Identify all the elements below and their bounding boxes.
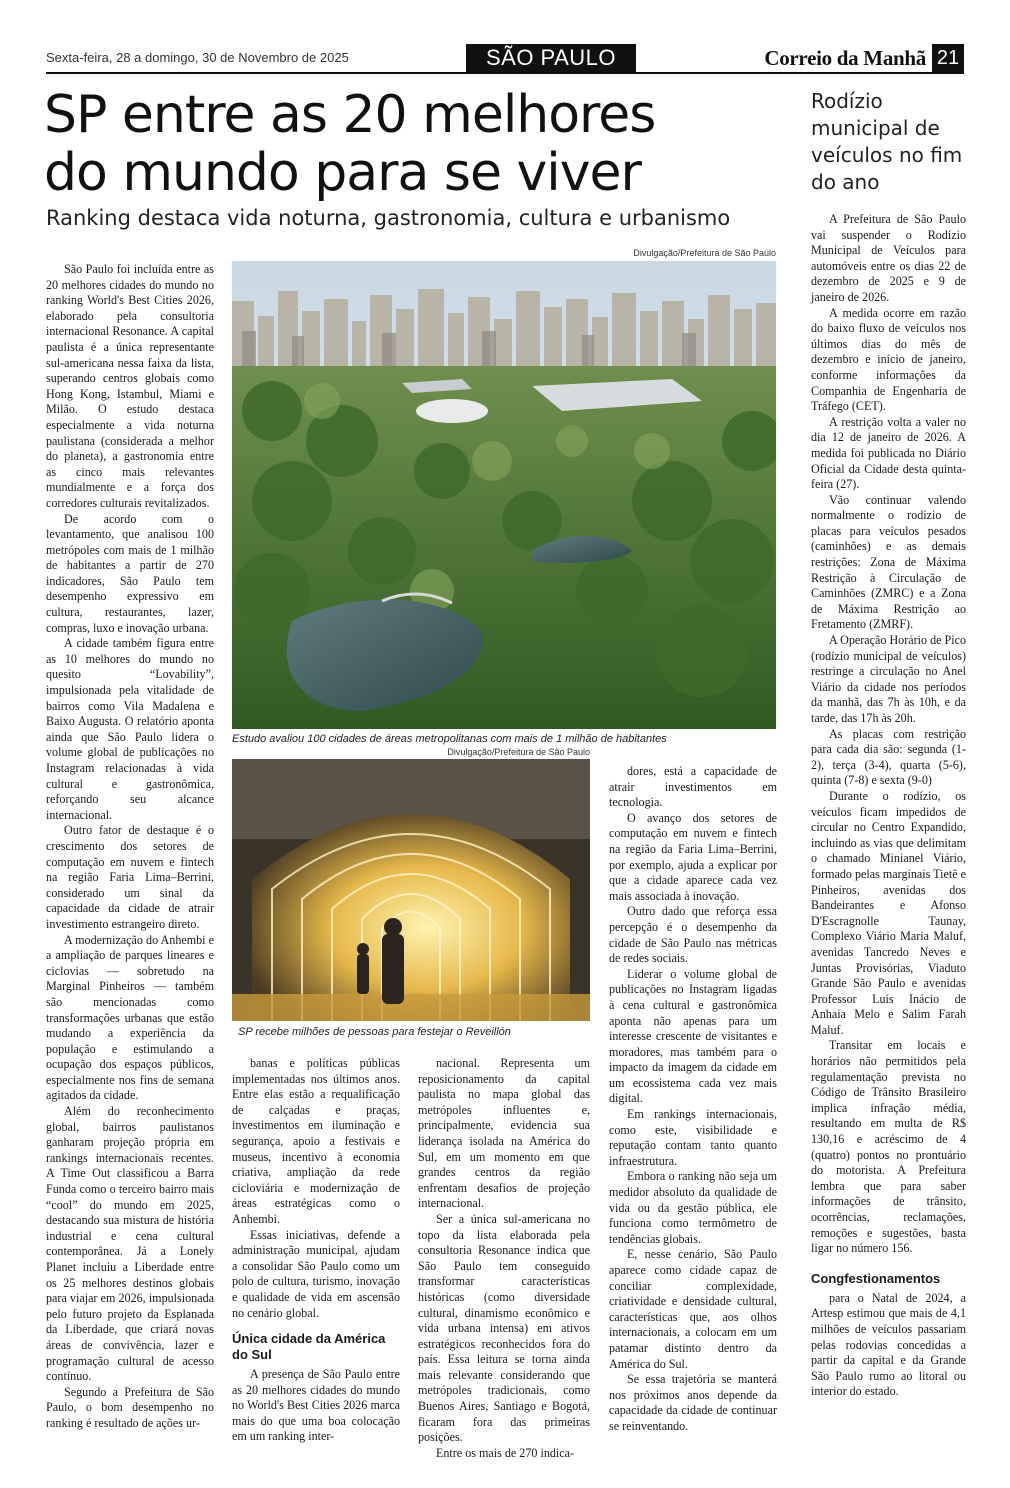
paragraph: A modernização do Anhembi e a ampliação de parques lineares e ciclovias — sobretudo na Marginal Pinheiros — também são mencionadas como transformações urbanas que estão mudando a experiência da população e estimulando a ocupação dos espaços públicos, especialmente nos fins de semana agitados da cidade.: [46, 932, 214, 1103]
paragraph: E, nesse cenário, São Paulo aparece como cidade capaz de conciliar complexidade, criatividade e densidade cultural, características que, aos olhos internacionais, a colocam em um patamar distinto dentro da América do Sul.: [609, 1247, 777, 1371]
paragraph: para o Natal de 2024, a Artesp estimou que mais de 4,1 milhões de veículos passariam pelas rodovias concedidas a partir da capital e da Grande São Paulo rumo ao litoral ou interior do estado.: [811, 1290, 966, 1399]
paragraph: banas e políticas públicas implementadas nos últimos anos. Entre elas estão a requalificação de calçadas e praças, investimentos em iluminação e segurança, apoio a festivais e museus, incentivo à economia criativa, ampliação da rede cicloviária e modernização de áreas estratégicas como o Anhembi.: [232, 1056, 400, 1226]
paragraph: A Prefeitura de São Paulo vai suspender o Rodízio Municipal de Veículos para automóveis entre os dias 22 de dezembro de 2025 e 9 de janeiro de 2026.: [811, 212, 966, 304]
article-column-3: [418, 1056, 590, 1461]
paragraph: O avanço dos setores de computação em nuvem e fintech na região da Faria Lima–Berrini, por exemplo, ajuda a explicar por que a cidade aparece cada vez mais associada à inovação.: [609, 810, 777, 903]
column-2-paragraphs: [232, 1056, 400, 1321]
paragraph: Outro fator de destaque é o crescimento dos setores de computação em nuvem e fintech na região Faria Lima–Berrini, considerado um sinal da capacidade da cidade de atrair investimento estrangeiro direto.: [46, 823, 214, 931]
paragraph: Ser a única sul-americana no topo da lista elaborada pela consultoria Resonance indica que São Paulo tem conseguido transformar características históricas (como diversidade cultural, dinamismo econômico e vida urbana intensa) em ativos estratégicos reconhecidos fora do país. Essa leitura se torna ainda mais relevante considerando que metrópoles tradicionais, como Buenos Aires, Santiago e Bogotá, ficaram fora das primeiras posições.: [418, 1211, 590, 1445]
paragraph: Essas iniciativas, defende a administração municipal, ajudam a consolidar São Paulo como um polo de cultura, turismo, inovação e qualidade de vida em ascensão no cenário global.: [232, 1227, 400, 1320]
subheadline: Ranking destaca vida noturna, gastronomia, cultura e urbanismo: [46, 206, 731, 230]
paragraph: Segundo a Prefeitura de São Paulo, o bom desempenho no ranking é resultado de ações ur-: [46, 1384, 214, 1430]
paragraph: nacional. Representa um reposicionamento da capital paulista no mapa global das metrópoles influentes e, principalmente, evidencia sua liderança isolada na América do Sul, em um momento em que grandes centros da região enfrentam desafios de projeção internacional.: [418, 1056, 590, 1211]
paragraph: As placas com restrição para cada dia são: segunda (1-2), terça (3-4), quarta (5-6), quinta (7-8) e sexta (9-0): [811, 726, 966, 788]
article-column-2: [232, 1056, 400, 1445]
newspaper-logo: Correio da Manhã: [764, 46, 926, 70]
paragraph: A Operação Horário de Pico (rodízio municipal de veículos) restringe a circulação no Anel Viário da cidade nos períodos da manhã, das 7h às 10h, e da tarde, das 17h às 20h.: [811, 633, 967, 725]
paragraph: Além do reconhecimento global, bairros paulistanos ganharam projeção própria em rankings internacionais recentes. A Time Out classificou a Barra Funda como o terceiro bairro mais “cool” do mundo em 2025, destacando sua mistura de história industrial e cena cultural contemporânea. Já a Lonely Planet incluiu a Liberdade entre os 25 melhores destinos globais para viajar em 2026, impulsionada pelo futuro projeto da Esplanada da Liberdade, que criará novas áreas de convivência, lazer e programação cultural de acesso contínuo.: [46, 1104, 214, 1384]
paragraph: São Paulo foi incluída entre as 20 melhores cidades do mundo no ranking World's Best Cities 2026, elaborado pela consultoria internacional Resonance. A capital paulista é a única representante sul-americana nessa faixa da lista, superando centros globais como Hong Kong, Istambul, Miami e Milão. O estudo destaca especialmente a vida noturna paulistana (considerada a melhor do planeta), a gastronomia entre as cinco mais relevantes mundialmente e a força dos corredores culturais revitalizados.: [46, 262, 214, 510]
paragraph: De acordo com o levantamento, que analisou 100 metrópoles com mais de 1 milhão de habitantes a partir de 270 indicadores, São Paulo tem desempenho expressivo em cultura, restaurantes, lazer, compras, luxo e inovação urbana.: [46, 511, 214, 635]
sidebar-paragraphs-2: [811, 1291, 966, 1400]
photo-credit-2: Divulgação/Prefeitura de São Paulo: [447, 747, 590, 757]
photo-caption: Estudo avaliou 100 cidades de áreas metropolitanas com mais de 1 milhão de habitantes: [232, 733, 667, 745]
headline-line-1: SP entre as 20 melhores: [44, 85, 656, 145]
paragraph: Embora o ranking não seja um medidor absoluto da qualidade de vida ou da gestão pública, ele funciona como termômetro de tendências globais.: [609, 1169, 777, 1246]
paragraph: Transitar em locais e horários não permitidos pela regulamentação prevista no Código de Trânsito Brasileiro implica infração média, resultando em multa de R$ 130,16 e acréscimo de 4 (quatro) pontos no prontuário do motorista. A Prefeitura lembra que para saber informações de trânsito, ocorrências, reclamações, remoções e sugestões, basta ligar no número 156.: [811, 1038, 966, 1256]
paragraph: Durante o rodízio, os veículos ficam impedidos de circular no Centro Expandido, incluindo as vias que delimitam o chamado Minianel Viário, formado pelas marginais Tietê e Pinheiros, avenidas dos Bandeirantes e Afonso D'Escragnolle Taunay, Complexo Viário Maria Maluf, avenidas Tancredo Neves e Juntas Provisórias, Viaduto Grande São Paulo e avenidas Professor Luís Inácio de Anhaia Melo e Salim Farah Maluf.: [811, 788, 966, 1037]
issue-date: Sexta-feira, 28 a domingo, 30 de Novembro de 2025: [46, 50, 349, 65]
column-2-continued: [232, 1367, 400, 1445]
paragraph: Liderar o volume global de publicações no Instagram ligadas à cena cultural e gastronômica aponta não apenas para um interesse crescente de visitantes e moradores, mas também para o impacto da imagem da cidade em um ecossistema cada vez mais digital.: [609, 966, 777, 1106]
paragraph: Vão continuar valendo normalmente o rodízio de placas para veículos pesados (caminhões) e as demais restrições: Zona de Máxima Restrição à Circulação de Caminhões (ZMRC) e a Zona de Máxima Restrição ao Fretamento (ZMRF).: [811, 492, 966, 632]
photo-credit: Divulgação/Prefeitura de São Paulo: [633, 248, 776, 258]
section-label: SÃO PAULO: [466, 44, 636, 72]
paragraph: A medida ocorre em razão do baixo fluxo de veículos nos últimos dias do mês de dezembro e início de janeiro, conforme informações da Companhia de Engenharia de Tráfego (CET).: [811, 305, 966, 414]
paragraph: dores, está a capacidade de atrair investimentos em tecnologia.: [609, 764, 777, 810]
page-header: [46, 44, 964, 72]
paragraph: A restrição volta a valer no dia 12 de janeiro de 2026. A medida foi publicada no Diário Oficial da Cidade desta quinta-feira (27).: [811, 414, 966, 492]
section-heading: Única cidade da América do Sul: [232, 1331, 386, 1363]
sidebar-title: Rodízio municipal de veículos no fim do ano: [811, 89, 963, 194]
photo-caption-2: SP recebe milhões de pessoas para festejar o Reveillón: [238, 1026, 511, 1038]
paragraph: Se essa trajetória se manterá nos próximos anos depende da capacidade da cidade de continuar se reinventando.: [609, 1372, 777, 1433]
paragraph: A cidade também figura entre as 10 melhores do mundo no quesito “Lovability”, impulsionada pela vitalidade de bairros como Vila Madalena e Baixo Augusta. O relatório aponta ainda que São Paulo lidera o volume global de publicações no Instagram relacionadas à vida cultural e gastronômica, reforçando seu alcance internacional.: [46, 636, 214, 822]
sidebar-heading: Congfestionamentos: [811, 1270, 941, 1286]
park-aerial-illustration: [232, 261, 776, 729]
header-rule: [46, 72, 964, 74]
headline-line-2: do mundo para se viver: [44, 143, 641, 203]
park-aerial-photo: [232, 261, 776, 729]
paragraph: Entre os mais de 270 indica-: [436, 1445, 575, 1460]
paragraph: A presença de São Paulo entre as 20 melhores cidades do mundo no World's Best Cities 2026 marca mais do que uma boa colocação em um ranking inter-: [232, 1367, 400, 1444]
sidebar-paragraphs: [811, 212, 966, 1257]
christmas-tunnel-photo: [232, 759, 590, 1021]
article-column-1: [46, 262, 214, 1432]
page-number: 21: [932, 44, 964, 72]
light-tunnel-illustration: [232, 759, 590, 1021]
headline: [44, 86, 794, 202]
paragraph: Outro dado que reforça essa percepção é o desempenho da cidade de São Paulo nas métricas de redes sociais.: [609, 904, 777, 966]
paragraph: Em rankings internacionais, como este, visibilidade e reputação contam tanto quanto infraestrutura.: [609, 1107, 777, 1168]
sidebar-column: [811, 212, 966, 1400]
article-column-4: [609, 764, 777, 1435]
